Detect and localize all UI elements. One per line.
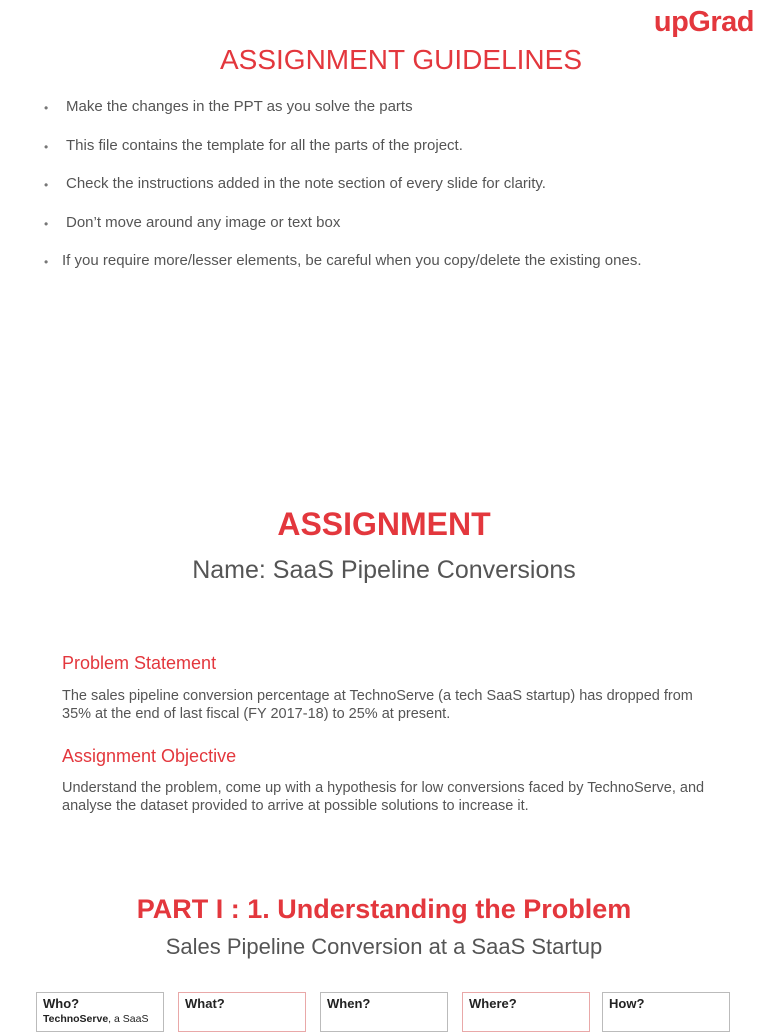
where-box — [462, 992, 590, 1032]
bullet-icon: • — [44, 139, 49, 154]
problem-framework-boxes — [36, 992, 736, 1032]
problem-statement-text: The sales pipeline conversion percentage at TechnoServe (a tech SaaS startup) has dropped from 35% at the end of last fiscal (FY 2017-18) to 25% at present. — [62, 688, 693, 722]
when-box — [320, 992, 448, 1032]
assignment-name: Name: SaaS Pipeline Conversions — [192, 556, 576, 584]
who-label: Who? — [43, 996, 80, 1011]
assignment-objective-text: Understand the problem, come up with a hypothesis for low conversions faced by TechnoServe, and analyse the dataset provided to arrive at possible solutions to increase it. — [62, 780, 705, 814]
what-box — [178, 992, 306, 1032]
assignment-title: ASSIGNMENT — [277, 506, 491, 542]
what-label: What? — [185, 996, 225, 1011]
where-label: Where? — [469, 996, 517, 1011]
list-item: • Check the instructions added in the note section of every slide for clarity. — [44, 175, 642, 214]
assignment-objective-heading: Assignment Objective — [62, 746, 237, 766]
list-item: • Make the changes in the PPT as you solve the parts — [44, 98, 642, 137]
who-text: TechnoServe, a SaaS — [43, 1013, 149, 1025]
when-label: When? — [327, 996, 371, 1011]
part1-title: PART I : 1. Understanding the Problem — [136, 894, 632, 924]
list-item: • Don’t move around any image or text box — [44, 214, 642, 253]
bullet-icon: • — [44, 101, 49, 115]
guidelines-title: ASSIGNMENT GUIDELINES — [219, 44, 582, 75]
list-item: • If you require more/lesser elements, be careful when you copy/delete the existing ones. — [44, 252, 642, 291]
list-item: • This file contains the template for all the parts of the project. — [44, 137, 642, 176]
upgrad-logo: upGrad — [653, 6, 754, 38]
part1-subtitle: Sales Pipeline Conversion at a SaaS Startup — [165, 934, 603, 959]
guidelines-list — [44, 98, 642, 291]
how-label: How? — [609, 996, 645, 1011]
bullet-icon: • — [44, 255, 49, 269]
problem-statement-heading: Problem Statement — [62, 653, 217, 673]
who-box — [36, 992, 164, 1032]
how-box — [602, 992, 730, 1032]
bullet-icon: • — [44, 216, 49, 231]
bullet-icon: • — [44, 178, 49, 192]
